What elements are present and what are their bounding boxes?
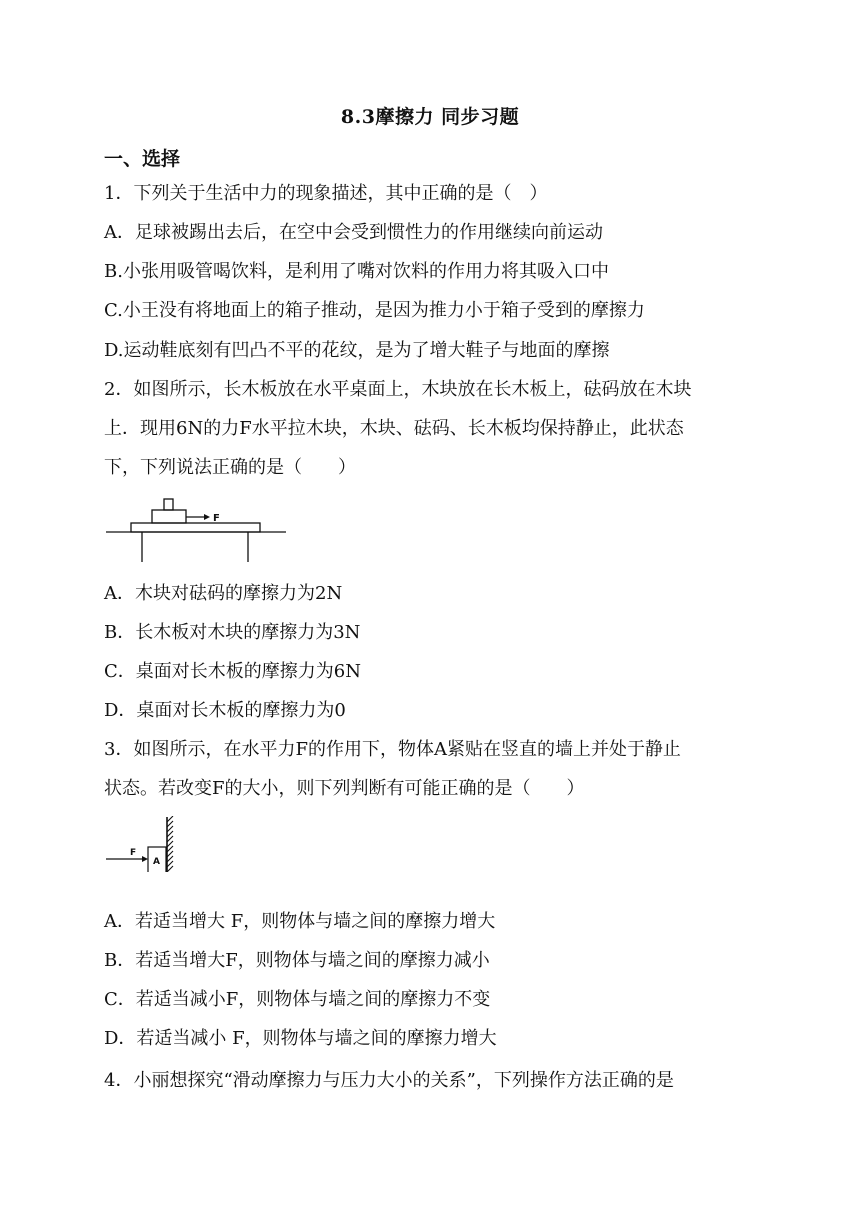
question-3-option-c: C．若适当减小F，则物体与墙之间的摩擦力不变 — [104, 989, 491, 1010]
question-2-option-b: B．长木板对木块的摩擦力为3N — [104, 622, 361, 643]
question-1-stem: 1．下列关于生活中力的现象描述，其中正确的是（ ） — [104, 183, 548, 204]
question-3-stem-line-2: 状态。若改变F的大小，则下列判断有可能正确的是（ ） — [104, 778, 585, 799]
question-1-option-b: B.小张用吸管喝饮料，是利用了嘴对饮料的作用力将其吸入口中 — [104, 261, 609, 282]
question-2-stem-line-2: 上．现用6N的力F水平拉木块，木块、砝码、长木板均保持静止，此状态 — [104, 418, 684, 439]
force-arrow-head — [204, 514, 210, 520]
question-1-option-a: A．足球被踢出去后，在空中会受到惯性力的作用继续向前运动 — [104, 222, 603, 243]
question-2-stem-line-1: 2．如图所示，长木板放在水平桌面上，木块放在长木板上，砝码放在木块 — [104, 379, 692, 400]
section-heading: 一、选择 — [104, 148, 181, 170]
question-2-stem-line-3: 下，下列说法正确的是（ ） — [104, 457, 356, 478]
weight-block — [164, 499, 173, 510]
force-label: F — [130, 848, 137, 858]
question-3-figure — [104, 816, 184, 872]
force-arrow-head — [142, 856, 148, 862]
question-3-stem-line-1: 3．如图所示，在水平力F的作用下，物体A紧贴在竖直的墙上并处于静止 — [104, 739, 681, 760]
question-4-stem: 4．小丽想探究“滑动摩擦力与压力大小的关系”，下列操作方法正确的是 — [104, 1070, 674, 1091]
long-board — [131, 523, 260, 532]
page-title: 8.3摩擦力 同步习题 — [340, 106, 520, 128]
wooden-block — [152, 510, 186, 523]
force-label: F — [213, 513, 220, 524]
question-2-option-d: D．桌面对长木板的摩擦力为0 — [104, 700, 346, 721]
question-2-figure — [104, 494, 288, 566]
question-3-option-a: A．若适当增大 F，则物体与墙之间的摩擦力增大 — [104, 911, 496, 932]
question-2-option-a: A．木块对砝码的摩擦力为2N — [104, 583, 343, 604]
question-1-option-d: D.运动鞋底刻有凹凸不平的花纹，是为了增大鞋子与地面的摩擦 — [104, 340, 610, 361]
question-2-option-c: C．桌面对长木板的摩擦力为6N — [104, 661, 361, 682]
object-a-label: A — [153, 857, 160, 867]
wall-hatching — [167, 816, 173, 872]
question-1-option-c: C.小王没有将地面上的箱子推动，是因为推力小于箱子受到的摩擦力 — [104, 300, 645, 321]
question-3-option-b: B．若适当增大F，则物体与墙之间的摩擦力减小 — [104, 950, 490, 971]
question-3-option-d: D．若适当减小 F，则物体与墙之间的摩擦力增大 — [104, 1028, 497, 1049]
